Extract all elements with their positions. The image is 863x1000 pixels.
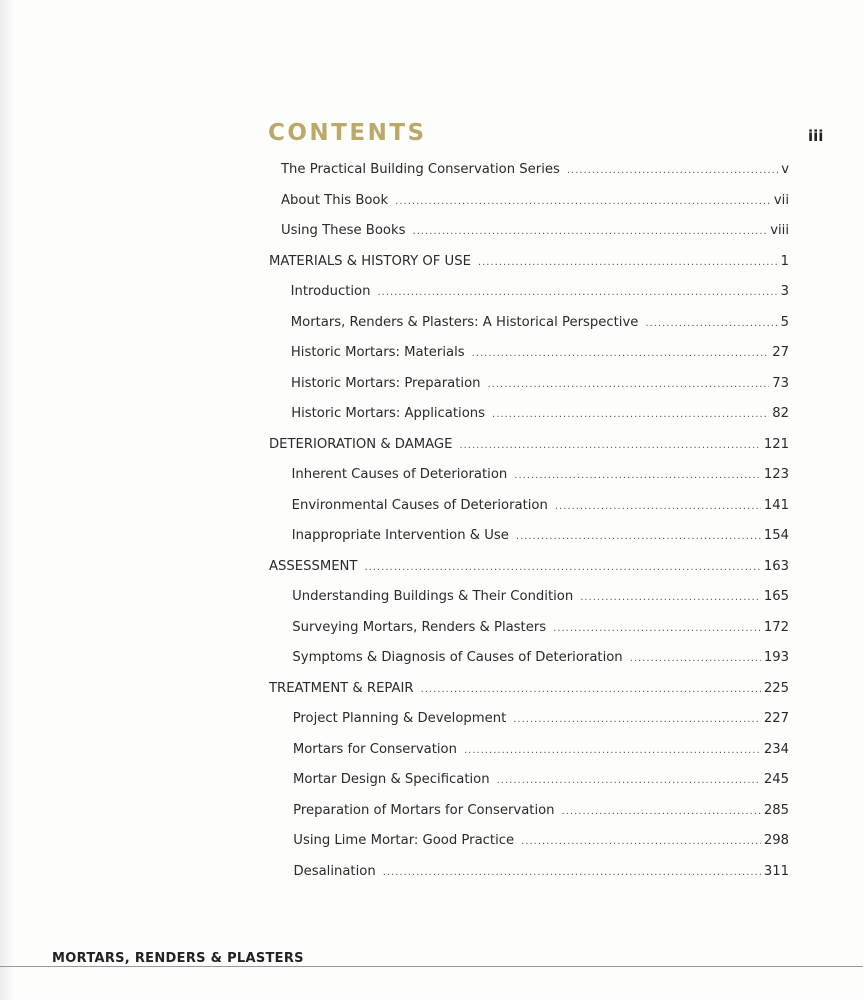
- toc-entry-label: The Practical Building Conservation Series: [281, 162, 560, 177]
- dot-leader: [421, 684, 761, 695]
- toc-entry-page: 298: [763, 833, 789, 848]
- toc-entry-page: 121: [763, 436, 789, 452]
- toc-entry[interactable]: [269, 681, 789, 703]
- toc-entry-label: Preparation of Mortars for Conservation: [293, 802, 555, 818]
- toc-entry-page: 227: [763, 711, 789, 726]
- dot-leader: [383, 867, 761, 878]
- dot-leader: [630, 653, 761, 664]
- dot-leader: [567, 165, 778, 176]
- dot-leader: [514, 470, 761, 481]
- toc-entry-page: 154: [763, 528, 789, 543]
- footer-rule: [0, 966, 863, 967]
- toc-entry-label: DETERIORATION & DAMAGE: [269, 436, 453, 452]
- toc-entry-label: Using These Books: [281, 223, 406, 238]
- toc-entry-label: Symptoms & Diagnosis of Causes of Deterioration: [292, 650, 623, 665]
- toc-entry-label: Environmental Causes of Deterioration: [291, 497, 548, 513]
- dot-leader: [580, 592, 761, 603]
- toc-entry-label: Surveying Mortars, Renders & Plasters: [292, 619, 547, 635]
- dot-leader: [562, 806, 761, 817]
- toc-entry-page: 141: [763, 497, 789, 513]
- dot-leader: [492, 409, 769, 420]
- dot-leader: [488, 379, 770, 390]
- dot-leader: [395, 196, 771, 207]
- toc-entry-page: 193: [763, 650, 789, 665]
- toc-entry[interactable]: [281, 193, 789, 215]
- toc-entry-page: 82: [772, 406, 789, 421]
- toc-entry-page: 73: [772, 375, 789, 391]
- toc-entry[interactable]: [293, 772, 789, 794]
- toc-entry-label: Understanding Buildings & Their Condition: [292, 589, 574, 604]
- toc-entry-page: 285: [763, 802, 789, 818]
- dot-leader: [645, 318, 777, 329]
- toc-entry-page: 3: [780, 284, 789, 299]
- toc-entry-page: 163: [763, 558, 789, 574]
- toc-entry[interactable]: [292, 650, 789, 672]
- toc-entry[interactable]: [293, 742, 789, 764]
- toc-entry-label: Desalination: [293, 863, 376, 879]
- dot-leader: [413, 226, 768, 237]
- dot-leader: [478, 257, 778, 268]
- toc-entry-page: viii: [770, 223, 789, 238]
- toc-entry[interactable]: [291, 284, 789, 306]
- toc-entry[interactable]: [292, 498, 789, 520]
- dot-leader: [553, 623, 761, 634]
- dot-leader: [464, 745, 761, 756]
- toc-entry[interactable]: [293, 864, 789, 886]
- toc-entry-label: Historic Mortars: Materials: [290, 345, 465, 360]
- toc-entry-page: 225: [763, 680, 789, 696]
- toc-entry[interactable]: [291, 315, 789, 337]
- toc-entry-page: 165: [763, 589, 789, 604]
- toc-entry[interactable]: [281, 223, 789, 245]
- toc-entry[interactable]: [281, 162, 789, 184]
- toc-entry[interactable]: [291, 376, 789, 398]
- dot-leader: [497, 775, 761, 786]
- toc-entry-label: Mortar Design & Specification: [293, 772, 490, 787]
- toc-entry[interactable]: [269, 437, 789, 459]
- book-title-footer: MORTARS, RENDERS & PLASTERS: [52, 951, 304, 966]
- toc-entry-label: TREATMENT & REPAIR: [269, 680, 414, 696]
- toc-entry-label: Introduction: [290, 284, 371, 299]
- toc-entry-page: 311: [763, 863, 789, 879]
- toc-entry[interactable]: [292, 620, 789, 642]
- toc-entry[interactable]: [291, 406, 789, 428]
- dot-leader: [516, 531, 761, 542]
- toc-entry-label: Inappropriate Intervention & Use: [291, 528, 509, 543]
- toc-entry-label: Project Planning & Development: [292, 711, 507, 726]
- toc-entry[interactable]: [269, 254, 789, 276]
- toc-entry[interactable]: [291, 345, 789, 367]
- dot-leader: [521, 836, 761, 847]
- toc-entry[interactable]: [292, 589, 789, 611]
- toc-entry-page: 1: [780, 253, 789, 269]
- dot-leader: [377, 287, 777, 298]
- toc-entry-label: Historic Mortars: Applications: [291, 406, 486, 421]
- toc-entry-label: Mortars, Renders & Plasters: A Historical Perspective: [290, 314, 639, 330]
- toc-entry-page: 27: [772, 345, 789, 360]
- toc-entry-page: 123: [763, 467, 789, 482]
- toc-entry[interactable]: [293, 833, 789, 855]
- toc-entry[interactable]: [269, 559, 789, 581]
- dot-leader: [459, 440, 760, 451]
- toc-entry-page: 245: [763, 772, 789, 787]
- toc-entry[interactable]: [292, 467, 790, 489]
- toc-entry[interactable]: [292, 528, 789, 550]
- toc-entry-page: vii: [773, 192, 789, 208]
- toc-entry-label: Using Lime Mortar: Good Practice: [293, 833, 515, 848]
- toc-entry-label: Historic Mortars: Preparation: [291, 375, 481, 391]
- dot-leader: [364, 562, 760, 573]
- dot-leader: [513, 714, 761, 725]
- toc-entry-label: ASSESSMENT: [269, 558, 358, 574]
- dot-leader: [472, 348, 770, 359]
- toc-entry-page: 172: [763, 619, 789, 635]
- toc-entry-label: MATERIALS & HISTORY OF USE: [269, 253, 471, 269]
- toc-entry[interactable]: [293, 803, 789, 825]
- toc-entry-page: v: [781, 162, 789, 177]
- page-number: iii: [808, 127, 824, 145]
- toc-entry-page: 5: [780, 314, 789, 330]
- dot-leader: [555, 501, 761, 512]
- page-title: CONTENTS: [268, 120, 427, 146]
- page-spine-shadow: [0, 0, 14, 1000]
- toc-entry-page: 234: [763, 741, 789, 757]
- toc-entry-label: Inherent Causes of Deterioration: [291, 467, 508, 482]
- toc-entry-label: Mortars for Conservation: [292, 741, 457, 757]
- toc-entry-label: About This Book: [281, 192, 389, 208]
- toc-entry[interactable]: [293, 711, 789, 733]
